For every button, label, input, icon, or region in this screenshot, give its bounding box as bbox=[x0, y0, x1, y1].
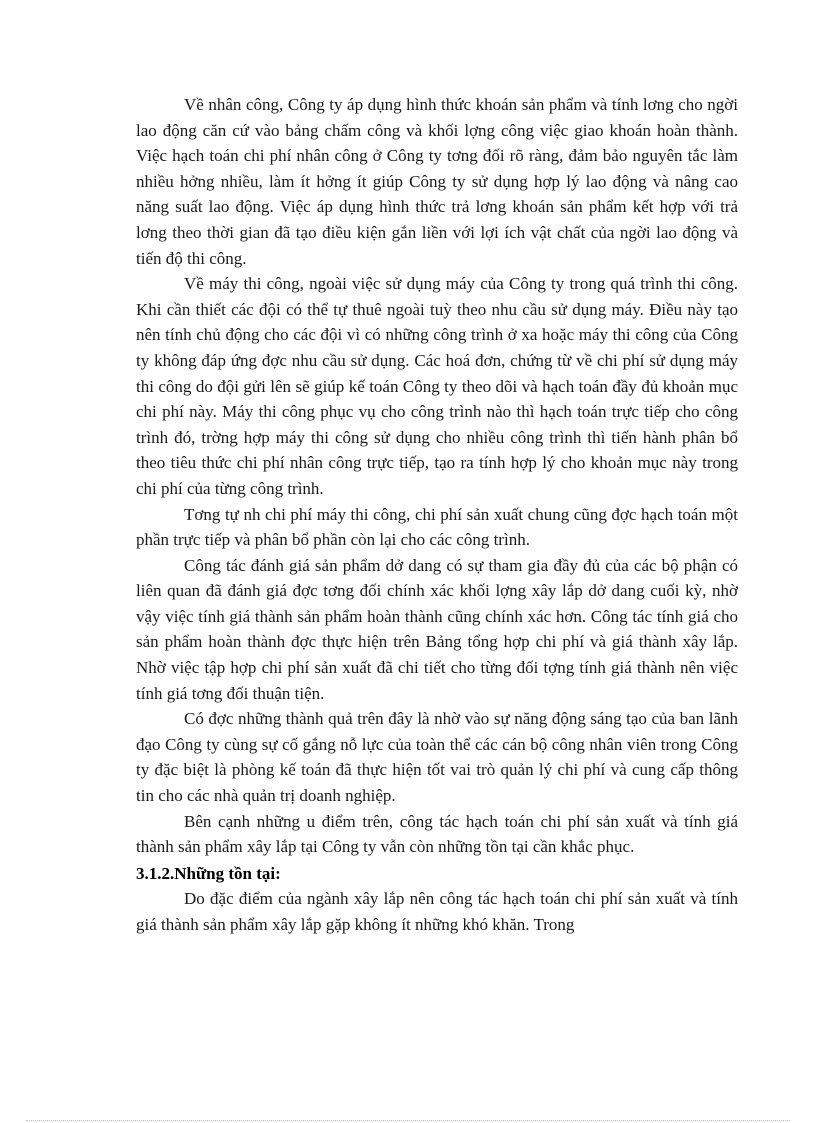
paragraph-difficulties: Do đặc điểm của ngành xây lắp nên công tác hạch toán chi phí sản xuất và tính giá thành sản phẩm xây lắp gặp không ít những khó khăn. Trong bbox=[136, 889, 738, 934]
paragraph-machine-cost: Về máy thi công, ngoài việc sử dụng máy của Công ty trong quá trình thi công. Khi cần thiết các đội có thể tự thuê ngoài tuỳ theo nhu cầu sử dụng máy. Điều này tạo nên tính chủ động cho các đội vì có những công trình ở xa hoặc máy thi công của Công ty không đáp ứng đợc nhu cầu sử dụng. Các hoá đơn, chứng từ về chi phí sử dụng máy thi công do đội gửi lên sẽ giúp kế toán Công ty theo dõi và hạch toán đầy đủ khoản mục chi phí này. Máy thi công phục vụ cho công trình nào thì hạch toán trực tiếp cho công trình đó, trờng hợp máy thi công sử dụng cho nhiều công trình thì tiến hành phân bổ theo tiêu thức chi phí nhân công trực tiếp, tạo ra tính hợp lý cho khoản mục này trong chi phí của từng công trình. bbox=[136, 274, 738, 498]
paragraph-labor-cost: Về nhân công, Công ty áp dụng hình thức khoán sản phẩm và tính lơng cho ngời lao động căn cứ vào bảng chấm công và khối lợng công việc giao khoán hoàn thành. Việc hạch toán chi phí nhân công ở Công ty tơng đối rõ ràng, đảm bảo nguyên tắc làm nhiều hởng nhiều, làm ít hởng ít giúp Công ty sử dụng hợp lý lao động và nâng cao năng suất lao động. Việc áp dụng hình thức trả lơng khoán sản phẩm kết hợp với trả lơng theo thời gian đã tạo điều kiện gắn liền với lợi ích vật chất của ngời lao động và tiến độ thi công. bbox=[136, 95, 738, 268]
paragraph-limitations-intro: Bên cạnh những u điểm trên, công tác hạch toán chi phí sản xuất và tính giá thành sản phẩm xây lắp tại Công ty vẫn còn những tồn tại cần khắc phục. bbox=[136, 811, 738, 857]
paragraph-wip-evaluation: Công tác đánh giá sản phẩm dở dang có sự tham gia đầy đủ của các bộ phận có liên quan đã đánh giá đợc tơng đối chính xác khối lợng xây lắp dở dang cuối kỳ, nhờ vậy việc tính giá thành sản phẩm hoàn thành cũng chính xác hơn. Công tác tính giá cho sản phẩm hoàn thành đợc thực hiện trên Bảng tổng hợp chi phí và giá thành xây lắp. Nhờ việc tập hợp chi phí sản xuất đã chi tiết cho từng đối tợng tính giá thành nên việc tính giá tơng đối thuận tiện. bbox=[136, 555, 738, 703]
paragraph-general-cost: Tơng tự nh chi phí máy thi công, chi phí sản xuất chung cũng đợc hạch toán một phần trực tiếp và phân bổ phần còn lại cho các công trình. bbox=[136, 504, 738, 550]
paragraph-achievements: Có đợc những thành quả trên đây là nhờ vào sự năng động sáng tạo của ban lãnh đạo Công ty cùng sự cố gắng nỗ lực của toàn thể các cán bộ công nhân viên trong Công ty đặc biệt là phòng kế toán đã thực hiện tốt vai trò quản lý chi phí và cung cấp thông tin cho các nhà quản trị doanh nghiệp. bbox=[136, 709, 738, 806]
section-heading: 3.1.2.Những tồn tại: bbox=[136, 863, 281, 883]
page-bottom-divider bbox=[26, 1120, 790, 1121]
document-body bbox=[136, 92, 738, 938]
